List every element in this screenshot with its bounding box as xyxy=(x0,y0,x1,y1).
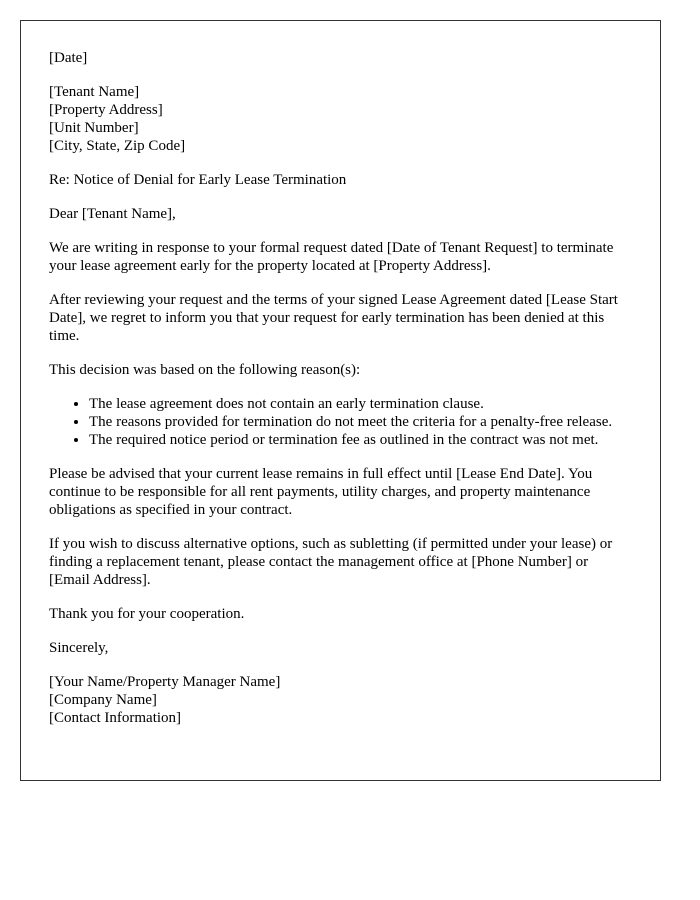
salutation: Dear [Tenant Name], xyxy=(49,206,176,222)
paragraph-lease-in-effect: Please be advised that your current lease remains in full effect until [Lease End Date]. You continue to be responsible for all rent payments, utility charges, and property maintenance obligations as specified in your contract. xyxy=(49,466,593,518)
recipient-name: [Tenant Name] xyxy=(49,84,140,100)
reason-item: • The lease agreement does not contain an early termination clause. xyxy=(89,395,632,413)
paragraph-request-response: We are writing in response to your formal request dated [Date of Tenant Request] to terminate your lease agreement early for the property located at [Property Address]. xyxy=(49,240,614,274)
signature-block xyxy=(49,673,632,727)
paragraph-reasons-intro: This decision was based on the following reason(s): xyxy=(49,362,361,378)
paragraph-thanks: Thank you for your cooperation. xyxy=(49,606,245,622)
signature-company: [Company Name] xyxy=(49,692,157,708)
signature-name: [Your Name/Property Manager Name] xyxy=(49,674,281,690)
paragraph-alternatives: If you wish to discuss alternative options, such as subletting (if permitted under your lease) or finding a replacement tenant, please contact the management office at [Phone Number] or [Email Address]. xyxy=(49,536,613,588)
reasons-list xyxy=(49,395,632,449)
reason-item: • The required notice period or termination fee as outlined in the contract was not met. xyxy=(89,431,632,449)
recipient-city-state-zip: [City, State, Zip Code] xyxy=(49,138,186,154)
subject-line: Re: Notice of Denial for Early Lease Termination xyxy=(49,172,347,188)
signature-contact: [Contact Information] xyxy=(49,710,182,726)
letter-date: [Date] xyxy=(49,50,88,66)
sign-off: Sincerely, xyxy=(49,640,109,656)
recipient-address-block xyxy=(49,83,632,155)
recipient-property-address: [Property Address] xyxy=(49,102,163,118)
reason-item: • The reasons provided for termination do not meet the criteria for a penalty-free release. xyxy=(89,413,632,431)
recipient-unit-number: [Unit Number] xyxy=(49,120,139,136)
letter-page xyxy=(20,20,661,781)
paragraph-denial: After reviewing your request and the terms of your signed Lease Agreement dated [Lease Start Date], we regret to inform you that your request for early termination has been denied at this time. xyxy=(49,292,618,344)
